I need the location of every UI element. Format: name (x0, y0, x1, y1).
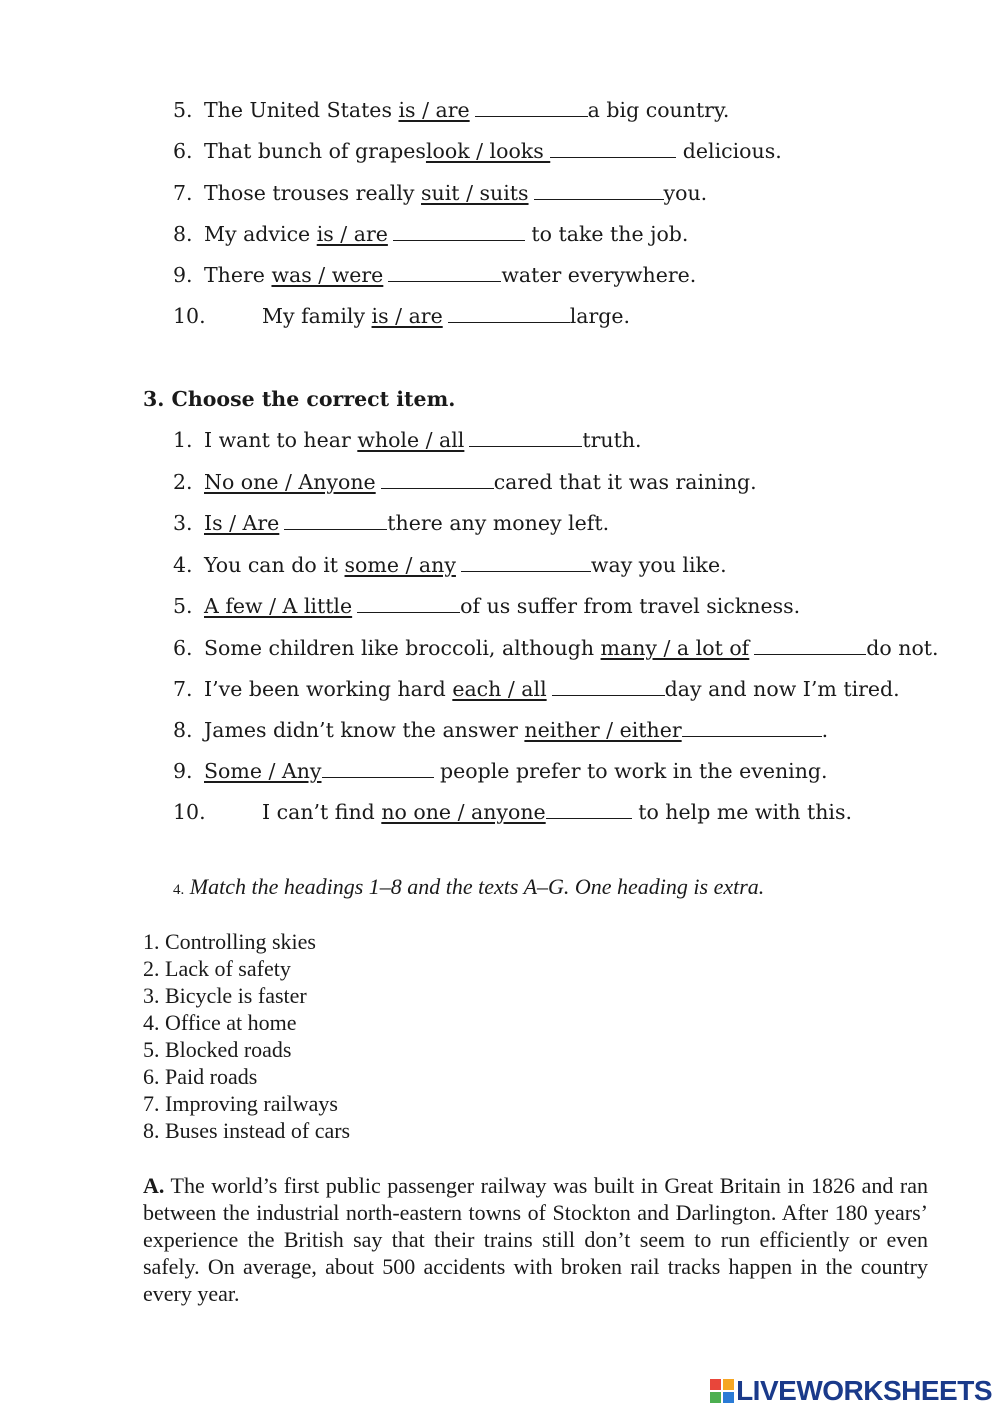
choice-options: some / any (344, 553, 456, 577)
choice-options: is / are (398, 98, 470, 122)
logo-text: LIVEWORKSHEETS (736, 1375, 992, 1406)
answer-blank[interactable] (381, 470, 494, 489)
list-item: 6. Paid roads (143, 1064, 258, 1089)
answer-blank[interactable] (284, 511, 387, 530)
choice-options: suit / suits (421, 181, 529, 205)
choice-options: was / were (271, 263, 384, 287)
list-item: 2. Lack of safety (143, 956, 291, 981)
list-item: 4. Office at home (143, 1010, 297, 1035)
choice-options: neither / either (524, 718, 682, 742)
list-item: 5. Blocked roads (143, 1037, 292, 1062)
list-item: 7. Improving railways (143, 1091, 338, 1116)
choice-options: no one / anyone (381, 800, 546, 824)
answer-blank[interactable] (388, 263, 501, 282)
choice-options: Some / Any (204, 759, 322, 783)
answer-blank[interactable] (552, 677, 665, 696)
answer-blank[interactable] (393, 222, 525, 241)
answer-blank[interactable] (469, 428, 582, 447)
choice-options: Is / Are (204, 511, 280, 535)
answer-blank[interactable] (322, 759, 434, 778)
logo-grid-icon (710, 1379, 734, 1403)
answer-blank[interactable] (754, 636, 866, 655)
choice-options: No one / Anyone (204, 470, 376, 494)
text-a-paragraph: A. The world’s first public passenger railway was built in Great Britain in 1826 and ran between the industrial north-eastern towns of Stockton and Darlington. After 180 years’ experience the British say that their trains still don’t seem to run efficiently or even safely. On average, about 500 accidents with broken rail tracks happen in the country every year. (143, 1173, 928, 1306)
choice-options: many / a lot of (600, 636, 750, 660)
answer-blank[interactable] (448, 304, 570, 323)
answer-blank[interactable] (550, 139, 676, 158)
answer-blank[interactable] (357, 594, 460, 613)
answer-blank[interactable] (546, 800, 632, 819)
list-item: 8. Buses instead of cars (143, 1118, 351, 1143)
choice-options: is / are (371, 304, 443, 328)
choice-options: each / all (452, 677, 547, 701)
headings-list (143, 928, 350, 1144)
answer-blank[interactable] (534, 181, 664, 200)
choice-options: A few / A little (204, 594, 353, 618)
list-item: 3. Bicycle is faster (143, 983, 307, 1008)
answer-blank[interactable] (682, 718, 822, 737)
section4-instruction: 4. Match the headings 1–8 and the texts A–G. One heading is extra. (173, 874, 765, 899)
section-heading: 3. Choose the correct item. (143, 387, 456, 411)
choice-options: look / looks (425, 139, 551, 163)
answer-blank[interactable] (461, 553, 591, 572)
choice-options: whole / all (357, 428, 465, 452)
list-item: 1. Controlling skies (143, 929, 316, 954)
answer-blank[interactable] (475, 98, 588, 117)
choice-options: is / are (316, 222, 388, 246)
liveworksheets-logo (710, 1375, 992, 1407)
